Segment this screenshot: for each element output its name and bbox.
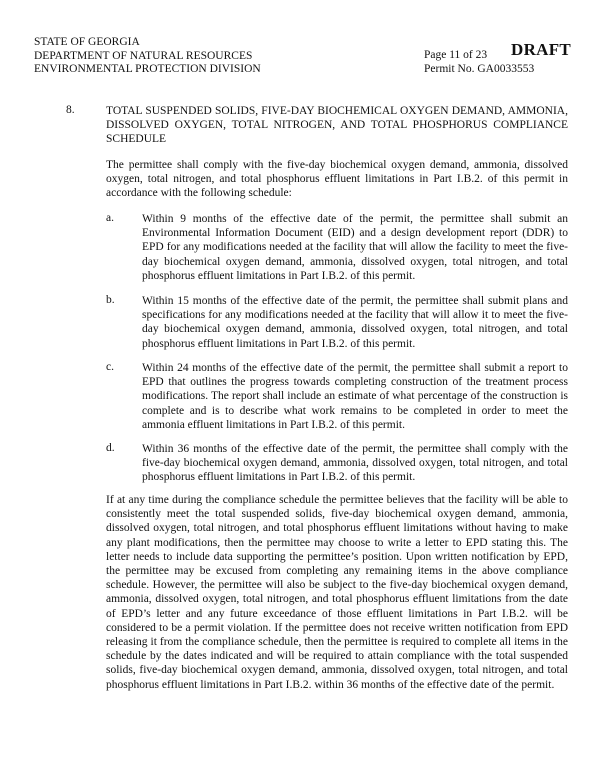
- item-c-text: Within 24 months of the effective date of the permit, the permittee shall submit a report to EPD that outlines the progress towards completing construction of the treatment process modifications. The report shall include an estimate of what percentage of the construction is complete and is to describe what work remains to be completed in order to meet the ammonia effluent limitations in Part I.B.2. of this permit.: [142, 362, 568, 431]
- item-b-text: Within 15 months of the effective date of the permit, the permittee shall submit plans and specifications for any modifications needed at the facility that will allow it to meet the five-day biochemical oxygen demand, ammonia, dissolved oxygen, total nitrogen, and total phosphorus effluent limitations in Part I.B.2. of this permit.: [142, 295, 568, 350]
- section-number: 8.: [66, 104, 75, 116]
- item-b-letter: b.: [106, 294, 115, 306]
- item-c-letter: c.: [106, 361, 114, 373]
- item-d-letter: d.: [106, 442, 115, 454]
- closing-paragraph: If at any time during the compliance schedule the permittee believes that the facility will be able to consistently meet the total suspended solids, five-day biochemical oxygen demand, ammonia, dissolved oxygen, total nitrogen, and total phosphorus effluent limitations without having to make any plant modifications, then the permittee may choose to write a letter to EPD stating this. The letter needs to include data supporting the permittee’s position. Upon written notification by EPD, the permittee may be excused from completing any remaining items in the above compliance schedule. However, the permittee will also be subject to the five-day biochemical oxygen demand, ammonia, dissolved oxygen, total nitrogen, and total phosphorus effluent limitations from the date of EPD’s letter and any future exceedance of those effluent limitations in Part I.B.2. will be considered to be a permit violation. If the permittee does not receive written notification from EPD releasing it from the compliance schedule, then the permittee is required to complete all items in the schedule by the dates indicated and will be required to attain compliance with the total suspended solids, five-day biochemical oxygen demand, ammonia, dissolved oxygen, total nitrogen, and total phosphorus effluent limitations in Part I.B.2. within 36 months of the effective date of the permit.: [106, 494, 568, 691]
- header-agency-block: [34, 36, 261, 77]
- header-division: ENVIRONMENTAL PROTECTION DIVISION: [34, 63, 261, 75]
- item-a-letter: a.: [106, 212, 114, 224]
- permit-number: Permit No. GA0033553: [424, 62, 535, 75]
- intro-paragraph: The permittee shall comply with the five-day biochemical oxygen demand, ammonia, dissolved oxygen, total nitrogen, and total phosphorus effluent limitations in Part I.B.2. of this permit in accordance with the following schedule:: [106, 159, 568, 200]
- header-state: STATE OF GEORGIA: [34, 36, 140, 48]
- header-department: DEPARTMENT OF NATURAL RESOURCES: [34, 49, 253, 62]
- item-a-text: Within 9 months of the effective date of the permit, the permittee shall submit an Environmental Information Document (EID) and a design development report (DDR) to EPD for any modifications needed at the facility that will allow the facility to meet the five-day biochemical oxygen demand, ammonia, dissolved oxygen, total nitrogen, and total phosphorus effluent limitations in Part I.B.2. of this permit.: [142, 213, 568, 282]
- draft-label: DRAFT: [511, 40, 572, 59]
- page-number: Page 11 of 23: [424, 49, 488, 61]
- section-title: TOTAL SUSPENDED SOLIDS, FIVE-DAY BIOCHEMICAL OXYGEN DEMAND, AMMONIA, DISSOLVED OXYGEN, TOTAL NITROGEN, AND TOTAL PHOSPHORUS COMPLIANCE SCHEDULE: [106, 105, 568, 145]
- item-d-text: Within 36 months of the effective date of the permit, the permittee shall comply with the five-day biochemical oxygen demand, ammonia, dissolved oxygen, total nitrogen, and total phosphorus effluent limitations in Part I.B.2. of this permit.: [142, 443, 568, 484]
